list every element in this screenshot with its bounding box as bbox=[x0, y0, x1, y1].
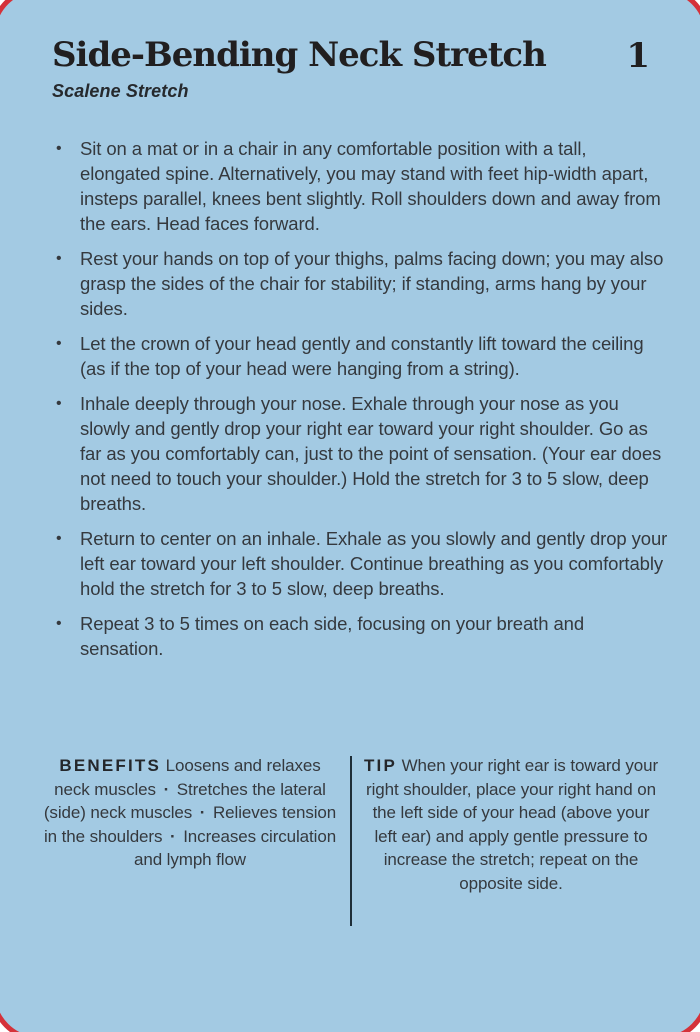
card-header bbox=[52, 36, 650, 102]
instruction-step: • Repeat 3 to 5 times on each side, focusing on your breath and sensation. bbox=[52, 611, 670, 661]
tip-label: TIP bbox=[363, 756, 397, 775]
benefit-item: Relieves tension in the shoulders bbox=[43, 803, 337, 846]
instruction-step: • Let the crown of your head gently and constantly lift toward the ceiling (as if the top of your head were hanging from a string). bbox=[52, 331, 670, 381]
tip-section bbox=[362, 754, 660, 895]
benefits-section bbox=[40, 754, 340, 872]
dot-separator: · bbox=[199, 803, 206, 822]
card-number: 1 bbox=[626, 36, 650, 76]
benefits-label: BENEFITS bbox=[59, 756, 162, 775]
benefit-item: Loosens and relaxes neck muscles bbox=[54, 756, 321, 799]
dot-separator: · bbox=[170, 826, 176, 846]
instruction-step: • Rest your hands on top of your thighs, palms facing down; you may also grasp the sides of the chair for stability; if standing, arms hang by your sides. bbox=[52, 246, 670, 321]
instruction-step: • Inhale deeply through your nose. Exhale through your nose as you slowly and gently drop your right ear toward your right shoulder. Go as far as you comfortably can, just to the point of sensation. (Your ear does not need to touch your shoulder.) Hold the stretch for 3 to 5 slow, deep breaths. bbox=[52, 391, 670, 516]
benefit-item: Stretches the lateral (side) neck muscles bbox=[43, 779, 326, 822]
instruction-step: • Return to center on an inhale. Exhale as you slowly and gently drop your left ear toward your left shoulder. Continue breathing as you comfortably hold the stretch for 3 to 5 slow, deep breaths. bbox=[52, 526, 670, 601]
dot-separator: · bbox=[163, 779, 170, 799]
page-title: Side-Bending Neck Stretch bbox=[52, 35, 546, 75]
card-subtitle: Scalene Stretch bbox=[52, 81, 189, 102]
tip-text: When your right ear is toward your right shoulder, place your right hand on the left side of your head (above your left ear) and apply gentle pressure to increase the stretch; repeat on the opposite side. bbox=[366, 756, 659, 893]
card-footer bbox=[40, 754, 660, 926]
instruction-step: • Sit on a mat or in a chair in any comfortable position with a tall, elongated spine. Alternatively, you may stand with feet hip-width apart, insteps parallel, knees bent slightly. Roll shoulders down and away from the ears. Head faces forward. bbox=[52, 136, 670, 236]
vertical-divider bbox=[350, 756, 352, 926]
instruction-list bbox=[52, 136, 670, 671]
benefit-item: Increases circulation and lymph flow bbox=[134, 826, 337, 869]
